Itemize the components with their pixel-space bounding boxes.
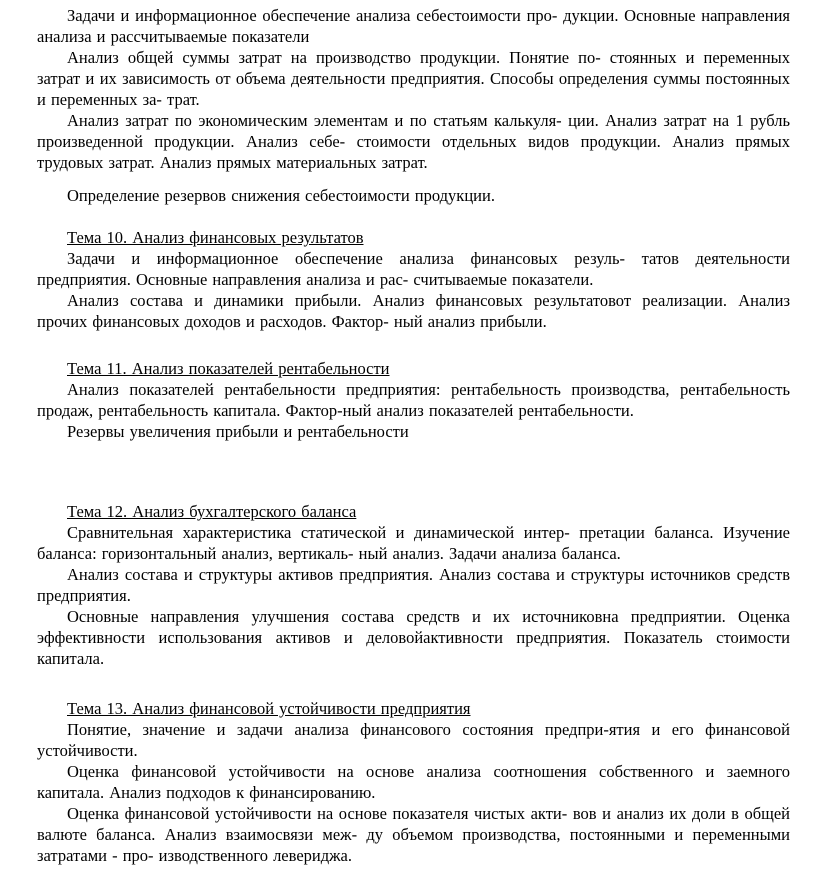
paragraph: Задачи и информационное обеспечение анализа финансовых резуль- татов деятельности предприятия. Основные направления анализа и рас- считываемые показатели.	[37, 249, 790, 289]
paragraph: Оценка финансовой устойчивости на основе показателя чистых акти- вов и анализ их доли в общей валюте баланса. Анализ взаимосвязи меж- ду объемом производства, постоянными и переменными затратами - про- изводственного левериджа.	[37, 804, 790, 865]
paragraph: Анализ состава и структуры активов предприятия. Анализ состава и структуры источников средств предприятия.	[37, 565, 790, 605]
paragraph: Резервы увеличения прибыли и рентабельности	[67, 422, 409, 441]
section-heading-text: Тема 12. Анализ бухгалтерского баланса	[67, 502, 357, 521]
section-heading-tema-13	[37, 698, 790, 719]
paragraph: Определение резервов снижения себестоимости продукции.	[67, 186, 495, 205]
paragraph: Сравнительная характеристика статической и динамической интер- претации баланса. Изучение баланса: горизонтальный анализ, вертикаль- ный анализ. Задачи анализа баланса.	[37, 523, 790, 563]
section-heading-text: Тема 10. Анализ финансовых результатов	[67, 228, 364, 247]
section-heading-tema-10	[37, 227, 790, 248]
paragraph: Анализ общей суммы затрат на производство продукции. Понятие по- стоянных и переменных затрат и их зависимость от объема деятельности предприятия. Способы определения суммы постоянных и переменных за- трат.	[37, 48, 790, 109]
paragraph: Анализ показателей рентабельности предприятия: рентабельность производства, рентабельность продаж, рентабельность капитала. Фактор-ный анализ показателей рентабельности.	[37, 380, 790, 420]
paragraph: Понятие, значение и задачи анализа финансового состояния предпри-ятия и его финансовой устойчивости.	[37, 720, 790, 760]
paragraph: Анализ затрат по экономическим элементам и по статьям калькуля- ции. Анализ затрат на 1 рубль произведенной продукции. Анализ себе- стоимости отдельных видов продукции. Анализ прямых трудовых затрат. Анализ прямых материальных затрат.	[37, 111, 790, 172]
section-heading-text: Тема 11. Анализ показателей рентабельности	[67, 359, 390, 378]
section-heading-tema-12	[37, 501, 790, 522]
paragraph: Оценка финансовой устойчивости на основе анализа соотношения собственного и заемного капитала. Анализ подходов к финансированию.	[37, 762, 790, 802]
paragraph: Задачи и информационное обеспечение анализа себестоимости про- дукции. Основные направления анализа и рассчитываемые показатели	[37, 6, 790, 46]
paragraph: Анализ состава и динамики прибыли. Анализ финансовых результатовот реализации. Анализ прочих финансовых доходов и расходов. Фактор- ный анализ прибыли.	[37, 291, 790, 331]
section-heading-text: Тема 13. Анализ финансовой устойчивости предприятия	[67, 699, 471, 718]
paragraph: Основные направления улучшения состава средств и их источниковна предприятии. Оценка эффективности использования активов и деловойактивности предприятия. Показатель стоимости капитала.	[37, 607, 790, 668]
section-heading-tema-11	[37, 358, 790, 379]
